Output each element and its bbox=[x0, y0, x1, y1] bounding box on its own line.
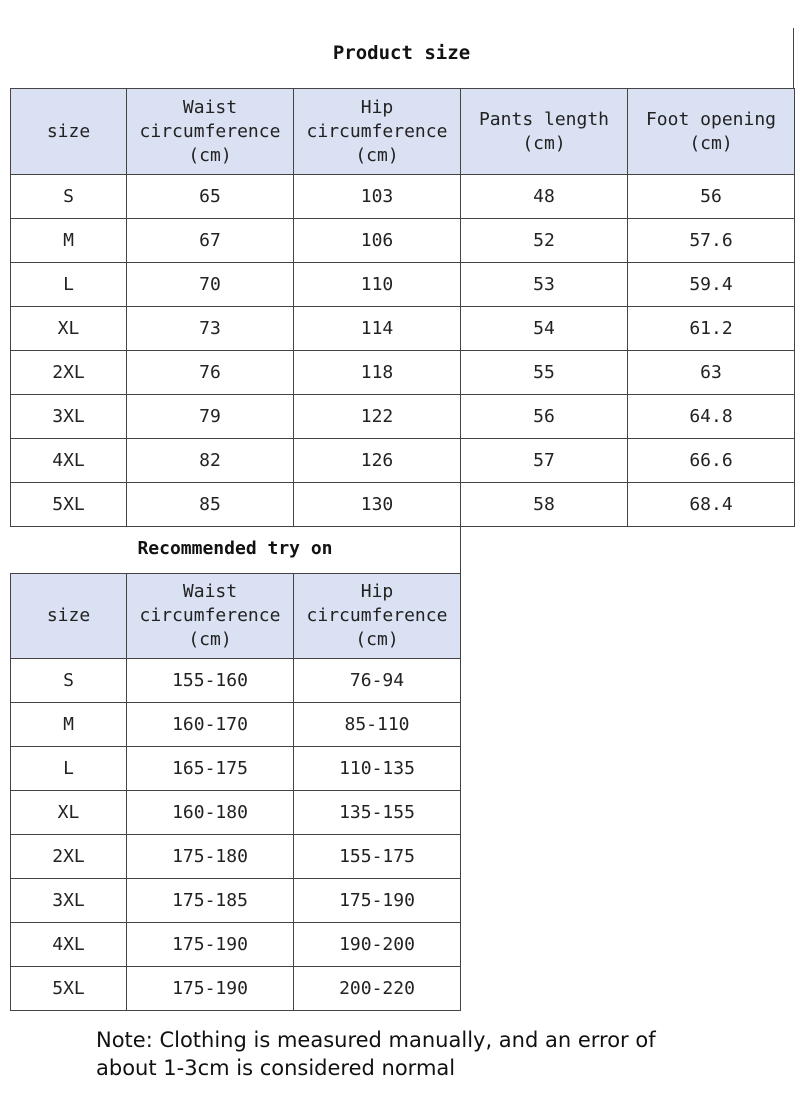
table-cell: 66.6 bbox=[628, 439, 795, 483]
table-row bbox=[11, 923, 461, 967]
table-cell: 155-175 bbox=[294, 835, 461, 879]
table-cell: 56 bbox=[461, 395, 628, 439]
table-row bbox=[11, 219, 795, 263]
table-cell: 175-185 bbox=[127, 879, 294, 923]
table-cell: 59.4 bbox=[628, 263, 795, 307]
table-row bbox=[11, 835, 461, 879]
table-cell: 135-155 bbox=[294, 791, 461, 835]
table-cell: 67 bbox=[127, 219, 294, 263]
table-cell: 130 bbox=[294, 483, 461, 527]
table-cell: 175-180 bbox=[127, 835, 294, 879]
table-cell: L bbox=[11, 747, 127, 791]
table-cell: 2XL bbox=[11, 351, 127, 395]
table-cell: 65 bbox=[127, 175, 294, 219]
header-hip: Hip circumference (cm) bbox=[294, 574, 461, 659]
header-pants-length: Pants length (cm) bbox=[461, 89, 628, 175]
header-foot-opening: Foot opening (cm) bbox=[628, 89, 795, 175]
table-cell: 68.4 bbox=[628, 483, 795, 527]
table-cell: 53 bbox=[461, 263, 628, 307]
measurement-note: Note: Clothing is measured manually, and an error of about 1-3cm is considered normal bbox=[96, 1028, 656, 1080]
table-row bbox=[11, 483, 795, 527]
table-cell: L bbox=[11, 263, 127, 307]
table-header-row bbox=[11, 89, 795, 175]
table-cell: XL bbox=[11, 307, 127, 351]
table-cell: 76 bbox=[127, 351, 294, 395]
header-size: size bbox=[11, 89, 127, 175]
product-size-table bbox=[10, 88, 795, 527]
table-cell: 58 bbox=[461, 483, 628, 527]
table-cell: 73 bbox=[127, 307, 294, 351]
table-cell: 55 bbox=[461, 351, 628, 395]
header-hip: Hip circumference (cm) bbox=[294, 89, 461, 175]
table-cell: 70 bbox=[127, 263, 294, 307]
table-row bbox=[11, 879, 461, 923]
table-cell: 155-160 bbox=[127, 659, 294, 703]
table-cell: M bbox=[11, 219, 127, 263]
table-cell: 82 bbox=[127, 439, 294, 483]
table-cell: 76-94 bbox=[294, 659, 461, 703]
table-cell: 54 bbox=[461, 307, 628, 351]
table-cell: 85-110 bbox=[294, 703, 461, 747]
table-cell: 118 bbox=[294, 351, 461, 395]
table-cell: 122 bbox=[294, 395, 461, 439]
table-cell: 85 bbox=[127, 483, 294, 527]
table-header-row bbox=[11, 574, 461, 659]
table-row bbox=[11, 791, 461, 835]
table-cell: 175-190 bbox=[127, 967, 294, 1011]
table-cell: 110 bbox=[294, 263, 461, 307]
table-cell: 165-175 bbox=[127, 747, 294, 791]
table-cell: 103 bbox=[294, 175, 461, 219]
table-cell: 110-135 bbox=[294, 747, 461, 791]
table-cell: 5XL bbox=[11, 483, 127, 527]
table-row bbox=[11, 351, 795, 395]
table-cell: 126 bbox=[294, 439, 461, 483]
recommended-table bbox=[10, 573, 461, 1011]
product-size-title: Product size bbox=[332, 42, 471, 64]
header-waist: Waist circumference (cm) bbox=[127, 89, 294, 175]
table-cell: 2XL bbox=[11, 835, 127, 879]
table-cell: XL bbox=[11, 791, 127, 835]
table-cell: 4XL bbox=[11, 439, 127, 483]
table-cell: 160-170 bbox=[127, 703, 294, 747]
recommended-title: Recommended try on bbox=[137, 538, 333, 559]
table-cell: 3XL bbox=[11, 879, 127, 923]
table-row bbox=[11, 967, 461, 1011]
table-cell: S bbox=[11, 659, 127, 703]
table-cell: 61.2 bbox=[628, 307, 795, 351]
table-cell: 52 bbox=[461, 219, 628, 263]
table-cell: 3XL bbox=[11, 395, 127, 439]
table-cell: M bbox=[11, 703, 127, 747]
table-row bbox=[11, 703, 461, 747]
header-size: size bbox=[11, 574, 127, 659]
table-row bbox=[11, 263, 795, 307]
table-row bbox=[11, 747, 461, 791]
table-cell: 57.6 bbox=[628, 219, 795, 263]
table-cell: 190-200 bbox=[294, 923, 461, 967]
table-cell: 56 bbox=[628, 175, 795, 219]
table-cell: 64.8 bbox=[628, 395, 795, 439]
table-row bbox=[11, 175, 795, 219]
table-cell: 63 bbox=[628, 351, 795, 395]
table-cell: 160-180 bbox=[127, 791, 294, 835]
table-cell: 79 bbox=[127, 395, 294, 439]
table-cell: 48 bbox=[461, 175, 628, 219]
divider-line bbox=[460, 524, 461, 573]
table-cell: S bbox=[11, 175, 127, 219]
table-cell: 106 bbox=[294, 219, 461, 263]
table-cell: 5XL bbox=[11, 967, 127, 1011]
table-row bbox=[11, 659, 461, 703]
table-cell: 57 bbox=[461, 439, 628, 483]
table-cell: 4XL bbox=[11, 923, 127, 967]
table-cell: 175-190 bbox=[127, 923, 294, 967]
table-row bbox=[11, 307, 795, 351]
table-cell: 200-220 bbox=[294, 967, 461, 1011]
table-cell: 114 bbox=[294, 307, 461, 351]
header-waist: Waist circumference (cm) bbox=[127, 574, 294, 659]
table-row bbox=[11, 395, 795, 439]
edge-line bbox=[793, 28, 794, 88]
table-row bbox=[11, 439, 795, 483]
table-cell: 175-190 bbox=[294, 879, 461, 923]
